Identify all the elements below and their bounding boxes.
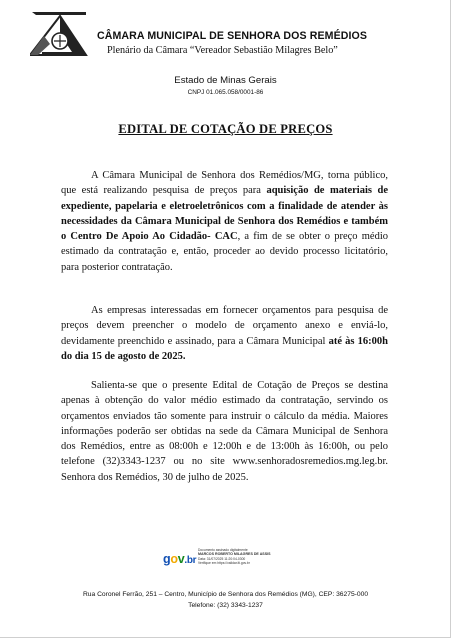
signature-details — [198, 548, 270, 566]
footer-address: Rua Coronel Ferrão, 251 – Centro, Município de Senhora dos Remédios (MG), CEP: 36275-000 — [82, 591, 369, 598]
signer-name: MARCOS ROBERTO MILAGRES DE ASSIS — [198, 552, 271, 557]
signature-verify: Verifique em https://validar.iti.gov.br — [198, 561, 250, 566]
paragraph-information-text: Salienta-se que o presente Edital de Cotação de Preços se destina apenas à obtenção do valor médio estimado da contratação, servindo os orçamentos enviados tão somente para instruir o cálculo da média. Maiores informações poderão ser obtidas na sede da Câmara Municipal de Senhora dos Remédios, entre as 08:00h e 12:00h e de 13:00h às 16:00h, ou pelo telefone (32)3343-1237 ou no site www.senhoradosremedios.mg.leg.br. Senhora dos Remédios, 30 de julho de 2025. — [61, 380, 388, 483]
paragraph-information — [61, 378, 388, 485]
paragraph-deadline-bold: até às 16:00h do dia 15 de agosto de 2025. — [61, 335, 388, 362]
signature-date: Data: 31/07/2025 11:20:04-0300 — [198, 556, 246, 561]
signature-line-1: Documento assinado digitalmente — [198, 548, 248, 552]
state-name: Estado de Minas Gerais — [174, 75, 277, 86]
organization-name: CÂMARA MUNICIPAL DE SENHORA DOS REMÉDIOS — [97, 30, 368, 42]
cnpj-number: CNPJ 01.065.058/0001-86 — [187, 89, 264, 96]
paragraph-intro-bold: aquisição de materiais de expediente, papelaria e eletroeletrônicos com a finalidade de atender às necessidades da Câmara Municipal de Senhora dos Remédios e também o Centro De Apoio Ao Cidadão- CAC — [61, 185, 389, 243]
footer-phone: Telefone: (32) 3343-1237 — [188, 602, 263, 609]
chamber-logo-icon — [30, 12, 88, 56]
plenario-name: Plenário da Câmara “Vereador Sebastião Milagres Belo” — [107, 45, 338, 56]
document-title: EDITAL DE COTAÇÃO DE PREÇOS — [118, 122, 333, 136]
paragraph-intro-text-2: , a fim de se obter o preço médio estimado da contratação e, então, proceder ao devido processo licitatório, para posterior contratação. — [61, 231, 388, 273]
paragraph-deadline-text: As empresas interessadas em fornecer orçamentos para pesquisa de preços devem preencher o modelo de orçamento anexo e enviá-lo, devidamente preenchido e assinado, para a Câmara Municipal — [61, 305, 388, 347]
govbr-logo-icon: gov.br — [163, 552, 197, 566]
digital-signature — [163, 548, 333, 574]
paragraph-intro — [61, 168, 388, 275]
paragraph-intro-text-1: A Câmara Municipal de Senhora dos Remédios/MG, torna público, que está realizando pesquisa de preços para — [61, 170, 388, 197]
paragraph-deadline — [61, 303, 388, 364]
